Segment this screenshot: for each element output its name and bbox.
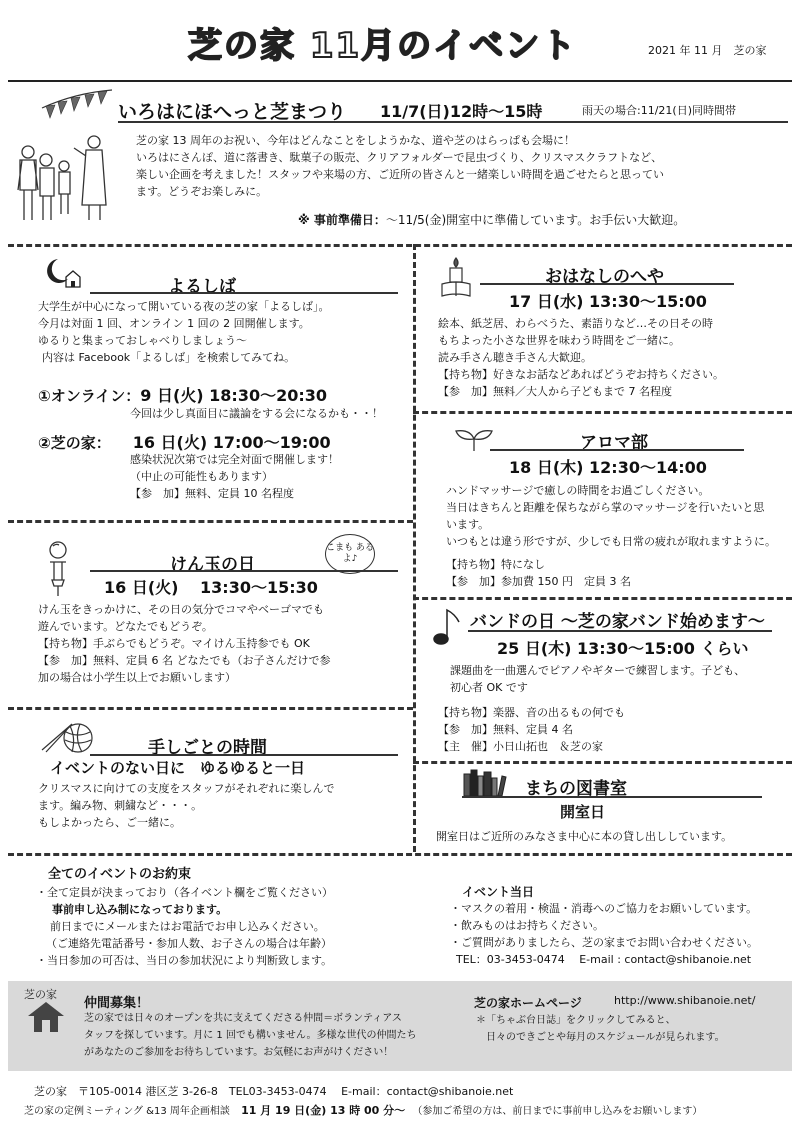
rules-line: 事前申し込み制になっております。 bbox=[52, 903, 228, 916]
divider bbox=[413, 597, 792, 600]
divider bbox=[8, 244, 792, 247]
band-underline bbox=[468, 630, 772, 632]
aroma-line: 当日はきちんと距離を保ちながら掌のマッサージを行いたいと思 bbox=[446, 501, 765, 514]
ohanashi-body bbox=[438, 315, 724, 400]
festival-line: ます。どうぞお楽しみに。 bbox=[136, 185, 268, 198]
rules-left bbox=[36, 884, 333, 969]
teshigoto-line: クリスマスに向けての支度をスタッフがそれぞれに楽しんで bbox=[38, 782, 335, 795]
kendama-title: けん玉の日 bbox=[170, 555, 255, 575]
library-subtitle: 開室日 bbox=[560, 803, 606, 821]
header-date: 2021 年 11 月 芝の家 bbox=[648, 44, 767, 57]
yorushiba-line: 今月は対面 1 回、オンライン 1 回の 2 回開催します。 bbox=[38, 317, 310, 330]
band-title: バンドの日 〜芝の家バンド始めます〜 bbox=[470, 612, 765, 632]
aroma-line: います。 bbox=[446, 518, 490, 531]
divider bbox=[8, 707, 413, 710]
music-note-icon bbox=[430, 604, 464, 648]
kendama-line: 【持ち物】手ぶらでもどうぞ。マイけん玉持参でも OK bbox=[38, 637, 310, 650]
teshigoto-body bbox=[38, 780, 335, 831]
yorushiba-line: 大学生が中心になって開いている夜の芝の家「よるしば」。 bbox=[38, 300, 330, 313]
rules-right-line: ・飲みものはお持ちください。 bbox=[450, 919, 604, 932]
kendama-time: 16 日(火) 13:30〜15:30 bbox=[104, 578, 318, 597]
footer-meeting bbox=[24, 1102, 702, 1120]
kendama-badge-text: こまも あるよ♪ bbox=[326, 543, 374, 564]
band-line: 【持ち物】楽器、音の出るもの何でも bbox=[438, 706, 625, 719]
yorushiba-body bbox=[38, 298, 330, 366]
yarn-ball-icon bbox=[40, 720, 100, 756]
festival-title: いろはにほへっと芝まつり bbox=[118, 101, 347, 123]
ohanashi-line: 絵本、紙芝居、わらべうた、素語りなど…その日その時 bbox=[438, 317, 713, 330]
rules-title: 全てのイベントのお約束 bbox=[48, 867, 192, 882]
kendama-body bbox=[38, 601, 331, 686]
band-line: 【主 催】小日山拓也 ＆芝の家 bbox=[438, 740, 603, 753]
festival-prep-label: ※ 事前準備日： bbox=[298, 213, 386, 227]
yorushiba-line: ゆるりと集まっておしゃべりしましょう〜 bbox=[38, 334, 247, 347]
kendama-line: 加の場合は小学生以上でお願いします） bbox=[38, 671, 236, 684]
library-text: 開室日はご近所のみなさま中心に本の貸し出ししています。 bbox=[436, 830, 733, 843]
festival-line: 芝の家 13 周年のお祝い、今年はどんなことをしようかな、道や芝のはらっぱも会場に！ bbox=[136, 134, 575, 147]
yorushiba-s2-note: （中止の可能性もあります） bbox=[130, 470, 273, 483]
yorushiba-title: よるしば bbox=[168, 277, 236, 297]
ohanashi-line: 読み手さん聴き手さん大歓迎。 bbox=[438, 351, 592, 364]
aroma-line: ハンドマッサージで癒しの時間をお過ごしください。 bbox=[446, 484, 710, 497]
yorushiba-s2-note: 感染状況次第では完全対面で開催します！ bbox=[130, 453, 339, 466]
festival-datetime: 11/7(日)12時〜15時 bbox=[380, 102, 543, 121]
yorushiba-s2-time: 16 日(火) 17:00〜19:00 bbox=[132, 433, 331, 452]
festival-line: いろはにさんぽ、道に落書き、駄菓子の販売、クリアフォルダーで昆虫づくり、クリスマスクラフトなど、 bbox=[136, 151, 663, 164]
ohanashi-title: おはなしのへや bbox=[545, 267, 664, 287]
festival-underline bbox=[118, 121, 788, 123]
recruit-logo-text: 芝の家 bbox=[24, 988, 57, 1001]
recruit-title: 仲間募集！ bbox=[84, 996, 150, 1011]
yorushiba-line: 内容は Facebook「よるしば」を検索してみてね。 bbox=[42, 351, 296, 364]
band-body bbox=[438, 662, 745, 755]
yorushiba-s1-label: ①オンライン： bbox=[38, 387, 141, 405]
header-rule bbox=[8, 80, 792, 82]
ohanashi-time: 17 日(水) 13:30〜15:00 bbox=[509, 292, 707, 311]
yorushiba-underline bbox=[90, 292, 398, 294]
teshigoto-line: もしよかったら、ご一緒に。 bbox=[38, 816, 181, 829]
festival-prep bbox=[298, 212, 685, 229]
rules-line: ・全て定員が決まっており（各イベント欄をご覧ください） bbox=[36, 886, 333, 899]
ohanashi-line: もちよった小さな世界を味わう時間をご一緒に。 bbox=[438, 334, 680, 347]
festival-body bbox=[136, 132, 664, 200]
aroma-line: 【持ち物】特になし bbox=[446, 558, 545, 571]
library-underline bbox=[462, 796, 762, 798]
event-day-title: イベント当日 bbox=[462, 885, 535, 899]
divider bbox=[8, 520, 413, 523]
aroma-line: 【参 加】参加費 150 円 定員 3 名 bbox=[446, 575, 631, 588]
kendama-line: 遊んでいます。どなたでもどうぞ。 bbox=[38, 620, 213, 633]
meeting-label: 芝の家の定例ミーティング &13 周年企画相談 bbox=[24, 1106, 230, 1117]
ohanashi-line: 【参 加】無料／大人から子どもまで 7 名程度 bbox=[438, 385, 672, 398]
rules-line: ・当日参加の可否は、当日の参加状況により判断致します。 bbox=[36, 954, 333, 967]
aroma-line: いつもとは違う形ですが、少しでも日常の疲れが取れますように。 bbox=[446, 535, 776, 548]
kendama-underline bbox=[90, 570, 398, 572]
meeting-time: 11 月 19 日(金) 13 時 00 分〜 bbox=[241, 1104, 406, 1117]
meeting-note: （参加ご希望の方は、前日までに事前申し込みをお願いします） bbox=[412, 1106, 703, 1117]
festival-rain-note: 雨天の場合:11/21(日)同時間帯 bbox=[582, 104, 736, 117]
band-line: 課題曲を一曲選んでピアノやギターで練習します。子ども、 bbox=[450, 664, 746, 677]
teshigoto-subtitle: イベントのない日に ゆるゆると一日 bbox=[50, 759, 306, 777]
ohanashi-line: 【持ち物】好きなお話などあればどうぞお持ちください。 bbox=[438, 368, 724, 381]
teshigoto-line: ます。編み物、刺繍など・・・。 bbox=[38, 799, 203, 812]
rules-line: （ご連絡先電話番号・参加人数、お子さんの場合は年齢） bbox=[46, 937, 332, 950]
kendama-line: 【参 加】無料、定員 6 名 どなたでも（お子さんだけで参 bbox=[38, 654, 331, 667]
rules-right-line: ・マスクの着用・検温・消毒へのご協力をお願いしています。 bbox=[450, 902, 758, 915]
recruit-body bbox=[84, 1010, 417, 1061]
footer-address: 芝の家 〒105-0014 港区芝 3-26-8 TEL03-3453-0474 E-mail：contact@shibanoie.net bbox=[34, 1085, 514, 1098]
ohanashi-underline bbox=[480, 283, 734, 285]
band-time: 25 日(木) 13:30〜15:00 くらい bbox=[497, 639, 749, 658]
divider bbox=[413, 761, 792, 764]
homepage-body bbox=[476, 1012, 725, 1046]
aroma-time: 18 日(木) 12:30〜14:00 bbox=[509, 458, 707, 477]
recruit-line: 芝の家では日々のオープンを共に支えてくださる仲間＝ボランティアス bbox=[84, 1013, 402, 1024]
kendama-icon bbox=[40, 540, 76, 600]
rules-contact: TEL：03-3453-0474 E-mail : contact@shibanoie.net bbox=[456, 953, 752, 966]
homepage-line: 日々のできごとや毎月のスケジュールが見られます。 bbox=[486, 1032, 725, 1043]
aroma-body bbox=[446, 482, 776, 590]
teshigoto-title: 手しごとの時間 bbox=[148, 738, 267, 758]
recruit-line: タッフを探しています。月に 1 回でも構いません。多様な世代の仲間たち bbox=[84, 1030, 417, 1041]
yorushiba-s1-note: 今回は少し真面目に議論をする会になるかも・・！ bbox=[130, 407, 383, 420]
yorushiba-s2-label: ②芝の家： bbox=[38, 434, 111, 452]
kendama-line: けん玉をきっかけに、その日の気分でコマやベーゴマでも bbox=[38, 603, 324, 616]
rules-line: 前日までにメールまたはお電話でお申し込みください。 bbox=[50, 920, 325, 933]
yorushiba-s2-note: 【参 加】無料、定員 10 名程度 bbox=[130, 487, 294, 500]
yorushiba-s1-time: 9 日(火) 18:30〜20:30 bbox=[140, 386, 328, 405]
homepage-line: ＊「ちゃぶ台日誌」をクリックしてみると、 bbox=[476, 1015, 676, 1026]
band-line: 【参 加】無料、定員 4 名 bbox=[438, 723, 573, 736]
divider bbox=[413, 411, 792, 414]
band-line: 初心者 OK です bbox=[450, 681, 528, 694]
moon-house-icon bbox=[40, 255, 84, 289]
yorushiba-session2 bbox=[38, 430, 331, 453]
house-logo-icon bbox=[24, 1000, 68, 1034]
candle-book-icon bbox=[440, 256, 472, 300]
people-illustration-icon bbox=[14, 130, 114, 230]
books-icon bbox=[462, 768, 508, 798]
rules-right bbox=[450, 900, 758, 968]
library-title: まちの図書室 bbox=[525, 779, 627, 799]
kendama-badge bbox=[325, 534, 375, 574]
teshigoto-underline bbox=[90, 754, 398, 756]
bunting-icon bbox=[40, 88, 115, 133]
festival-line: 楽しい企画を考えました！スタッフや来場の方、ご近所の皆さんと一緒楽しい時間を過ごせたらと思ってい bbox=[136, 168, 664, 181]
yorushiba-s2-notes bbox=[130, 451, 339, 502]
recruit-line: があなたのご参加をお待ちしています。お気軽にお声がけください！ bbox=[84, 1047, 394, 1058]
rules-right-line: ・ご質問がありましたら、芝の家までお問い合わせください。 bbox=[450, 936, 758, 949]
festival-prep-text: 〜11/5(金)開室中に準備しています。お手伝い大歓迎。 bbox=[385, 213, 686, 227]
homepage-title: 芝の家ホームページ bbox=[474, 996, 582, 1010]
page-title: 芝の家 11月のイベント bbox=[188, 26, 578, 66]
aroma-underline bbox=[490, 449, 744, 451]
yorushiba-session1 bbox=[38, 383, 327, 406]
aroma-title: アロマ部 bbox=[580, 433, 648, 453]
divider bbox=[8, 853, 792, 856]
homepage-link[interactable]: http://www.shibanoie.net/ bbox=[614, 994, 756, 1007]
